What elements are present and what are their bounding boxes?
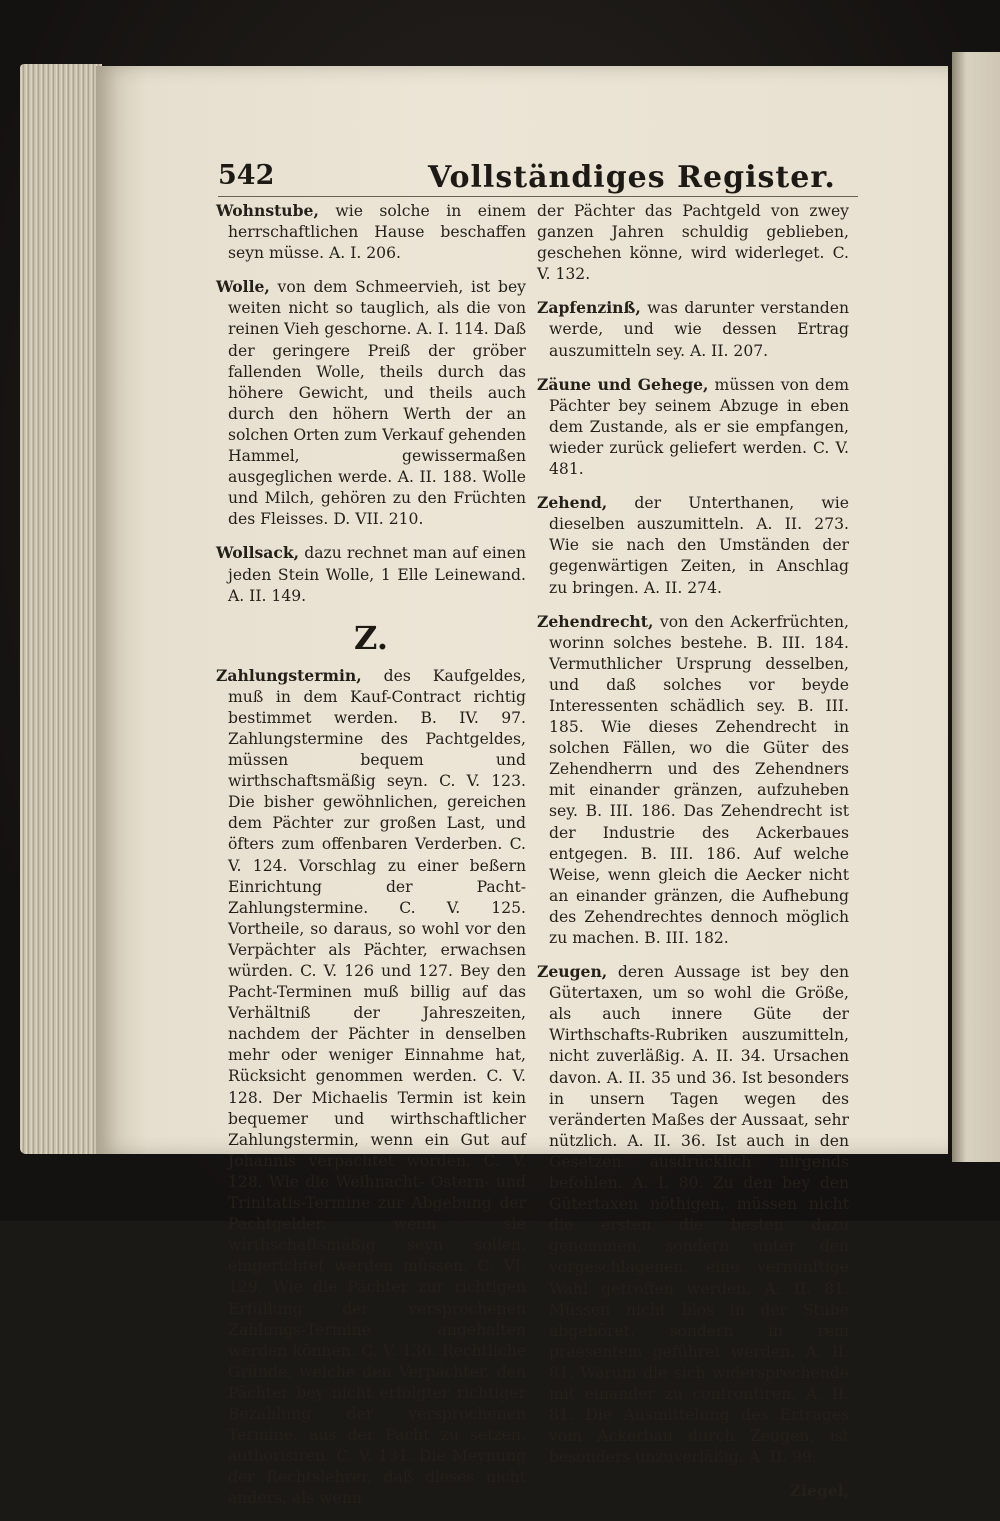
entry-text: der Unterthanen, wie dieselben auszumitteln. A. II. 273. Wie sie nach den Umständen der gegenwärtigen Zeiten, in Anschlag zu bringen. A. II. 274. (549, 494, 849, 597)
register-entry (537, 374, 849, 480)
entry-text: der Pächter das Pachtgeld von zwey ganzen Jahren schuldig geblieben, geschehen könne, wird widerleget. C. V. 132. (537, 202, 849, 284)
register-entry (216, 542, 526, 606)
running-title: Vollständiges Register. (428, 160, 836, 195)
entry-head: Zahlungstermin, (216, 665, 362, 685)
right-column (537, 200, 849, 1501)
section-letter: Z. (354, 618, 388, 657)
register-entry (216, 276, 526, 530)
entry-head: Zeugen, (537, 962, 608, 982)
register-entry (537, 297, 849, 361)
register-entry (537, 492, 849, 598)
entry-text: dazu rechnet man auf einen jeden Stein Wolle, 1 Elle Leinewand. A. II. 149. (228, 544, 526, 605)
entry-head: Zäune und Gehege, (537, 374, 709, 394)
entry-head: Zehendrecht, (537, 611, 654, 631)
catchword: Ziegel, (789, 1481, 849, 1501)
left-column (216, 200, 526, 1521)
entry-head: Zehend, (537, 493, 608, 513)
facing-page-edge (952, 52, 1000, 1162)
register-entry (216, 200, 526, 264)
entry-text: was darunter verstanden werde, und wie dessen Ertrag auszumitteln sey. A. II. 207. (549, 299, 849, 360)
page-header (218, 160, 918, 200)
entry-head: Wolle, (216, 277, 270, 297)
entry-text: wie solche in einem herrschaftlichen Hause beschaffen seyn müsse. A. I. 206. (228, 202, 526, 263)
register-entry-continued (537, 200, 849, 285)
entry-head: Wohnstube, (216, 201, 319, 220)
entry-head: Wollsack, (216, 543, 300, 563)
entry-text: müssen von dem Pächter bey seinem Abzuge in eben dem Zustande, als er sie empfangen, wieder zurück geliefert werden. C. V. 481. (549, 375, 849, 479)
entry-text: von dem Schmeervieh, ist bey weiten nicht so tauglich, als die von reinen Vieh geschorne. A. I. 114. Daß der geringere Preiß der gröber fallenden Wolle, theils durch das höhere Gewicht, und theils auch durch den höhern Werth der an solchen Orten zum Verkauf gehenden Hammel, gewissermaßen ausgeglichen werde. A. II. 188. Wolle und Milch, gehören zu den Früchten des Fleisses. D. VII. 210. (228, 278, 526, 529)
entry-text: deren Aussage ist bey den Gütertaxen, um so wohl die Größe, als auch innere Güte der Wirthschafts-Rubriken auszumitteln, nicht zuverläßig. A. II. 34. Ursachen davon. A. II. 35 und 36. Ist besonders in unsern Tagen wegen des veränderten Maßes der Aussaat, sehr nützlich. A. II. 36. Ist auch in den Gesetzen ausdrücklich nirgends befohlen. A. I. 80. Zu den bey den Gütertaxen nöthigen, müssen nicht die ersten die besten dazu genommen, sondern unter den vorgeschlagenen, eine vernünftige Wahl getroffen werden. A. II. 81. Müssen nicht blos in der Stube abgehöret, sondern in rem praesentem geführet werden. A. II. 81. Warum die sich widersprechende mit einander zu confrontiren. A. II. 81. Die Ausmittelung des Ertrages vom Ackerbau durch Zeugen, ist besonders unzuverläßig. A. II. 99. (549, 963, 849, 1467)
entry-head: Zapfenzinß, (537, 298, 641, 318)
register-entry (216, 665, 526, 1510)
register-entry (537, 961, 849, 1468)
entry-text: des Kaufgeldes, muß in dem Kauf-Contract richtig bestimmet werden. B. IV. 97. Zahlungstermine des Pachtgeldes, müssen bequem und wirthschaftsmäßig seyn. C. V. 123. Die bisher gewöhnlichen, gereichen dem Pächter zur großen Last, und öfters zum offenbaren Verderben. C. V. 124. Vorschlag zu einer beßern Einrichtung der Pacht-Zahlungstermine. C. V. 125. Vortheile, so daraus, so wohl vor den Verpächter als Pächter, erwachsen würden. C. V. 126 und 127. Bey den Pacht-Terminen muß billig auf das Verhältniß der Jahreszeiten, nachdem der Pächter in denselben mehr oder weniger Einnahme hat, Rücksicht genommen werden. C. V. 128. Der Michaelis Termin ist kein bequemer und wirthschaftlicher Zahlungstermin, wenn ein Gut auf Johannis verpachtet worden. C. V. 128. Wie die Weihnacht- Ostern- und Trinitatis-Termine zur Abgebung der Pachtgelder, wenn sie wirthschaftsmäßig seyn sollen, eingerichtet werden müssen. C. VI. 129. Wie die Pächter zur richtigen Erfüllung der versprochenen Zahlungs-Termine angehalten werden können. C. V. 130. Rechtliche Gründe, welche den Verpächter, den Pächter bey nicht erfolgter richtiger Bezahlung der versprochenen Termine, aus der Pacht zu setzen, authorisiren. C. V. 131. Die Meynung der Rechtslehrer, daß dieses nicht anders, als wenn (228, 666, 526, 1508)
page-number: 542 (218, 160, 275, 191)
register-entry (537, 611, 849, 950)
header-rule (218, 196, 858, 197)
book-page-edges (20, 64, 102, 1154)
entry-text: von den Ackerfrüchten, worinn solches bestehe. B. III. 184. Vermuthlicher Ursprung desselben, und daß solches vor beyde Interessenten schädlich sey. B. III. 185. Wie dieses Zehendrecht in solchen Fällen, wo die Güter des Zehendherrn und des Zehendners mit einander gränzen, aufzuheben sey. B. III. 186. Das Zehendrecht ist der Industrie des Ackerbaues entgegen. B. III. 186. Auf welche Weise, wenn gleich die Aecker nicht an einander gränzen, die Aufhebung des Zehendrechtes dennoch möglich zu machen. B. III. 182. (549, 612, 849, 947)
